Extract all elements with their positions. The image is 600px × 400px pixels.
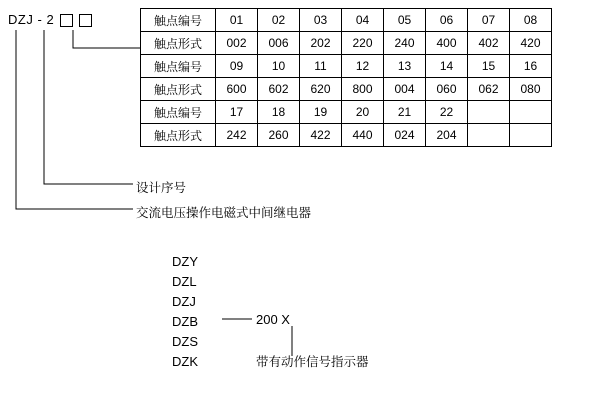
table-cell: 004 [384, 78, 426, 101]
row-header: 触点编号 [141, 55, 216, 78]
table-cell: 006 [258, 32, 300, 55]
table-cell: 14 [426, 55, 468, 78]
table-cell: 240 [384, 32, 426, 55]
table-cell: 17 [216, 101, 258, 124]
table-cell: 03 [300, 9, 342, 32]
table-cell: 04 [342, 9, 384, 32]
table-cell: 242 [216, 124, 258, 147]
table-cell: 10 [258, 55, 300, 78]
table-cell: 20 [342, 101, 384, 124]
table-row [141, 32, 552, 55]
table-cell: 18 [258, 101, 300, 124]
table-cell: 202 [300, 32, 342, 55]
table-cell: 11 [300, 55, 342, 78]
table-cell: 19 [300, 101, 342, 124]
annotation-design-number: 设计序号 [136, 181, 187, 195]
list-item: DZS [172, 334, 198, 349]
table-cell: 602 [258, 78, 300, 101]
list-item: DZJ [172, 294, 196, 309]
table-cell: 05 [384, 9, 426, 32]
table-cell: 02 [258, 9, 300, 32]
row-header: 触点形式 [141, 78, 216, 101]
contact-table-wrapper [140, 8, 552, 147]
table-cell: 09 [216, 55, 258, 78]
table-cell: 204 [426, 124, 468, 147]
series-list [172, 252, 198, 372]
list-item: DZK [172, 354, 198, 369]
table-cell: 080 [510, 78, 552, 101]
table-cell: 060 [426, 78, 468, 101]
table-cell: 21 [384, 101, 426, 124]
table-cell: 440 [342, 124, 384, 147]
series-suffix: 200 X [256, 312, 290, 327]
row-header: 触点形式 [141, 124, 216, 147]
table-row [141, 55, 552, 78]
indicator-note: 带有动作信号指示器 [256, 355, 369, 369]
table-cell: 420 [510, 32, 552, 55]
table-row [141, 9, 552, 32]
table-cell [510, 101, 552, 124]
model-code-dash: - [37, 12, 43, 27]
table-cell: 620 [300, 78, 342, 101]
model-code [8, 12, 92, 27]
table-cell: 402 [468, 32, 510, 55]
model-code-series: 2 [46, 12, 55, 27]
annotation-relay-description: 交流电压操作电磁式中间继电器 [136, 206, 312, 220]
row-header: 触点形式 [141, 32, 216, 55]
model-code-prefix: DZJ [8, 12, 34, 27]
table-cell: 07 [468, 9, 510, 32]
list-item: DZB [172, 314, 198, 329]
table-cell: 422 [300, 124, 342, 147]
table-cell: 12 [342, 55, 384, 78]
table-cell [468, 101, 510, 124]
table-cell: 15 [468, 55, 510, 78]
row-header: 触点编号 [141, 9, 216, 32]
table-cell [510, 124, 552, 147]
table-row [141, 101, 552, 124]
table-row [141, 124, 552, 147]
table-cell: 800 [342, 78, 384, 101]
table-cell: 024 [384, 124, 426, 147]
table-cell: 400 [426, 32, 468, 55]
table-cell: 13 [384, 55, 426, 78]
list-item: DZL [172, 274, 197, 289]
contact-table [140, 8, 552, 147]
table-cell: 22 [426, 101, 468, 124]
table-cell: 220 [342, 32, 384, 55]
table-cell: 16 [510, 55, 552, 78]
table-cell [468, 124, 510, 147]
table-cell: 01 [216, 9, 258, 32]
table-cell: 002 [216, 32, 258, 55]
model-code-box-2 [79, 14, 92, 27]
table-cell: 06 [426, 9, 468, 32]
table-cell: 600 [216, 78, 258, 101]
table-cell: 08 [510, 9, 552, 32]
list-item: DZY [172, 254, 198, 269]
table-cell: 260 [258, 124, 300, 147]
model-code-box-1 [60, 14, 73, 27]
table-cell: 062 [468, 78, 510, 101]
table-row [141, 78, 552, 101]
row-header: 触点编号 [141, 101, 216, 124]
